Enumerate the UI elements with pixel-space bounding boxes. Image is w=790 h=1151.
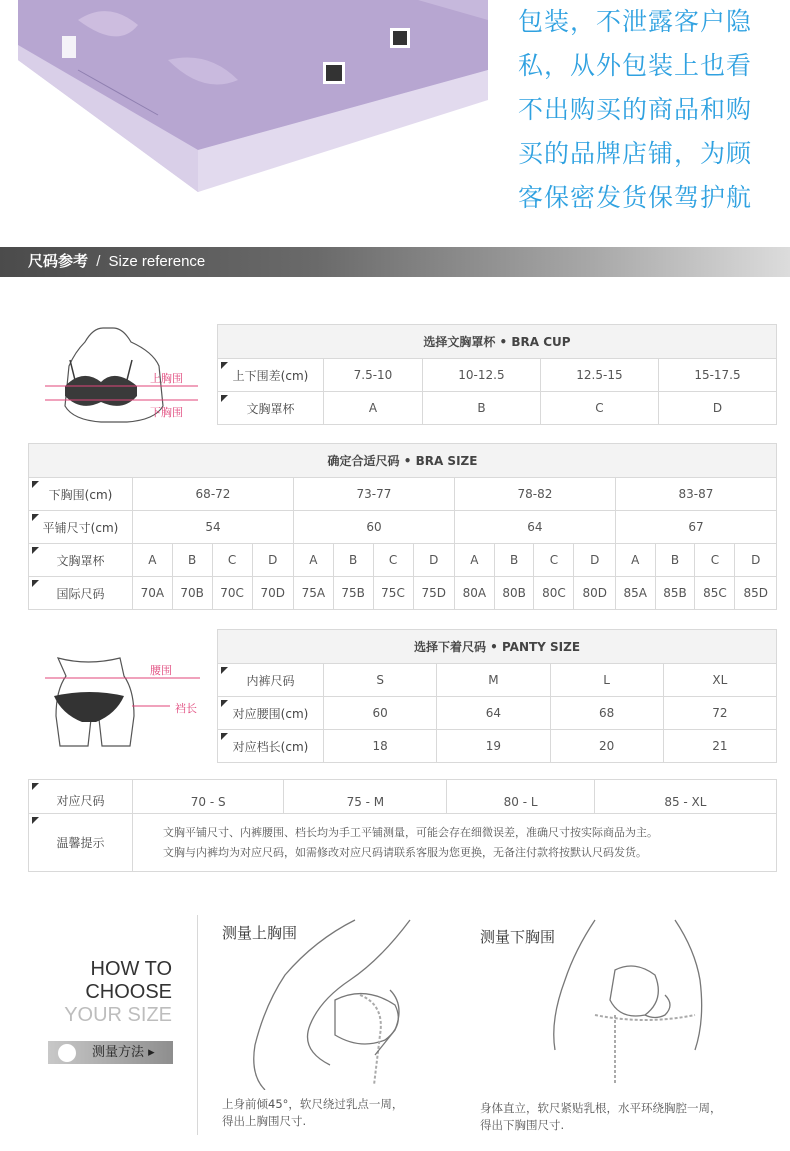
measure-lower-title: 测量下胸围 <box>480 928 556 946</box>
table-cell: 15-17.5 <box>658 359 776 392</box>
intl-size-cell: 75A <box>293 577 333 610</box>
intl-size-cell: 85A <box>615 577 655 610</box>
measure-upper-title: 测量上胸围 <box>222 924 298 942</box>
cup-cell: D <box>735 544 777 577</box>
table-row <box>29 511 777 544</box>
cup-cell: B <box>655 544 695 577</box>
table-cell: 73-77 <box>293 478 454 511</box>
rise-row-label: 对应档长(cm) <box>218 730 324 763</box>
table-cell: 60 <box>293 511 454 544</box>
tip-label: 温馨提示 <box>29 814 133 872</box>
table-row <box>29 577 777 610</box>
intl-size-cell: 85D <box>735 577 777 610</box>
bra-size-title: 确定合适尺码 • BRA SIZE <box>29 444 777 478</box>
cup-cell: C <box>695 544 735 577</box>
measure-method-label: 测量方法 ▸ <box>92 1045 155 1060</box>
table-cell: 54 <box>133 511 294 544</box>
table-row <box>218 664 777 697</box>
tip-line-1: 文胸平铺尺寸、内裤腰围、档长均为手工平铺测量，可能会存在细微误差，准确尺寸按实际商品为主。 <box>163 825 658 839</box>
cup-label: 文胸罩杯 <box>218 392 324 425</box>
ruler-icon <box>58 1044 76 1062</box>
table-cell: C <box>540 392 658 425</box>
table-row <box>218 730 777 763</box>
cup-row-label: 文胸罩杯 <box>29 544 133 577</box>
table-row <box>218 359 777 392</box>
cup-cell: D <box>574 544 615 577</box>
intl-size-cell: 75D <box>413 577 454 610</box>
how-to-choose-heading <box>60 958 172 1027</box>
table-cell: 7.5-10 <box>324 359 423 392</box>
under-bust-illustration <box>535 915 735 1090</box>
measure-upper-description: 上身前倾45°，软尺绕过乳点一周， 得出上胸围尺寸. <box>222 1097 404 1128</box>
tip-line-2: 文胸与内裤均为对应尺码，如需修改对应尺码请联系客服为您更换，无备注付款将按默认尺码发货。 <box>163 845 647 859</box>
size-mapping-table <box>28 779 777 872</box>
table-cell: 70 - S <box>133 780 284 814</box>
bra-size-table <box>28 443 777 610</box>
table-cell: L <box>550 664 663 697</box>
rise-label: 裆长 <box>175 702 197 715</box>
tip-content <box>133 814 777 872</box>
table-cell: 68-72 <box>133 478 294 511</box>
table-cell: 64 <box>454 511 615 544</box>
cup-cell: A <box>615 544 655 577</box>
under-bust-row-label: 下胸围(cm) <box>29 478 133 511</box>
table-cell: 78-82 <box>454 478 615 511</box>
upper-bust-illustration <box>240 915 450 1090</box>
table-cell: XL <box>663 664 776 697</box>
table-row <box>29 780 777 814</box>
table-cell: 72 <box>663 697 776 730</box>
intl-size-cell: 70C <box>212 577 252 610</box>
cup-cell: C <box>373 544 413 577</box>
intl-size-cell: 80C <box>534 577 574 610</box>
table-cell: 64 <box>437 697 550 730</box>
upper-bust-label: 上胸围 <box>150 372 183 385</box>
section-title-cn: 尺码参考 <box>28 253 89 270</box>
bra-cup-table <box>217 324 777 425</box>
table-row <box>29 814 777 872</box>
table-cell: D <box>658 392 776 425</box>
measure-lower-description: 身体直立，软尺紧贴乳根，水平环绕胸腔一周， 得出下胸围尺寸. <box>480 1101 722 1132</box>
table-cell: B <box>422 392 540 425</box>
intl-size-row-label: 国际尺码 <box>29 577 133 610</box>
intl-size-cell: 75B <box>333 577 373 610</box>
cup-cell: B <box>494 544 534 577</box>
intl-size-cell: 80A <box>454 577 494 610</box>
how-line-2: CHOOSE <box>85 981 172 1003</box>
intl-size-cell: 80B <box>494 577 534 610</box>
intl-size-cell: 85C <box>695 577 735 610</box>
table-cell: 12.5-15 <box>540 359 658 392</box>
table-row <box>218 392 777 425</box>
intl-size-cell: 80D <box>574 577 615 610</box>
table-row <box>218 697 777 730</box>
table-cell: A <box>324 392 423 425</box>
waist-label: 腰围 <box>150 664 172 677</box>
packaging-box-image <box>18 0 488 192</box>
table-cell: 68 <box>550 697 663 730</box>
section-separator: / <box>96 253 101 270</box>
intl-size-cell: 75C <box>373 577 413 610</box>
cup-cell: A <box>133 544 173 577</box>
panty-size-title: 选择下着尺码 • PANTY SIZE <box>218 630 777 664</box>
divider <box>197 915 198 1135</box>
table-cell: 19 <box>437 730 550 763</box>
panty-size-label: 内裤尺码 <box>218 664 324 697</box>
section-title-en: Size reference <box>108 253 206 270</box>
cup-cell: D <box>252 544 293 577</box>
cup-cell: D <box>413 544 454 577</box>
flat-size-row-label: 平铺尺寸(cm) <box>29 511 133 544</box>
table-cell: 85 - XL <box>594 780 776 814</box>
intl-size-cell: 85B <box>655 577 695 610</box>
cup-cell: B <box>172 544 212 577</box>
cup-cell: A <box>293 544 333 577</box>
table-cell: 21 <box>663 730 776 763</box>
size-reference-header <box>0 247 790 277</box>
table-cell: 75 - M <box>284 780 447 814</box>
cup-cell: B <box>333 544 373 577</box>
table-row <box>29 478 777 511</box>
under-bust-label: 下胸围 <box>150 406 183 419</box>
table-cell: 18 <box>324 730 437 763</box>
table-cell: S <box>324 664 437 697</box>
mapping-label: 对应尺码 <box>29 780 133 814</box>
panty-size-table <box>217 629 777 763</box>
measure-method-button[interactable] <box>48 1041 173 1064</box>
bra-cup-title: 选择文胸罩杯 • BRA CUP <box>218 325 777 359</box>
cup-cell: A <box>454 544 494 577</box>
waist-row-label: 对应腰围(cm) <box>218 697 324 730</box>
packaging-banner <box>0 0 790 240</box>
cup-cell: C <box>534 544 574 577</box>
cup-cell: C <box>212 544 252 577</box>
table-cell: 80 - L <box>447 780 594 814</box>
intl-size-cell: 70B <box>172 577 212 610</box>
bust-diff-label: 上下围差(cm) <box>218 359 324 392</box>
table-cell: 67 <box>615 511 776 544</box>
table-cell: 20 <box>550 730 663 763</box>
intl-size-cell: 70D <box>252 577 293 610</box>
how-line-3: YOUR SIZE <box>64 1004 172 1026</box>
table-row <box>29 544 777 577</box>
how-line-1: HOW TO <box>90 958 172 980</box>
privacy-description: 包装，不泄露客户隐 私，从外包装上也看 不出购买的商品和购 买的品牌店铺，为顾 客保密发货保驾护航 <box>518 7 753 212</box>
table-cell: M <box>437 664 550 697</box>
table-cell: 10-12.5 <box>422 359 540 392</box>
table-cell: 60 <box>324 697 437 730</box>
intl-size-cell: 70A <box>133 577 173 610</box>
table-cell: 83-87 <box>615 478 776 511</box>
